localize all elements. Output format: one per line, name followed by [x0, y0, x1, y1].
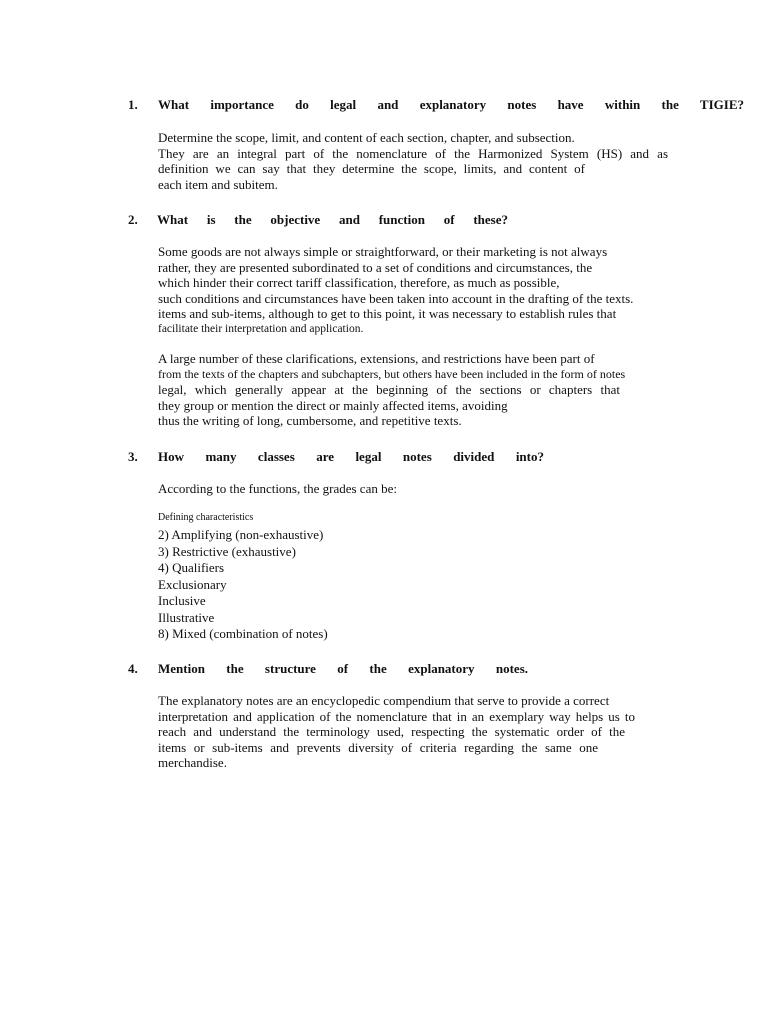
question-text: How many classes are legal notes divided into? [158, 449, 544, 464]
question-number: 2. [128, 212, 138, 227]
answer-line: items and sub-items, although to get to this point, it was necessary to establish rules that [158, 306, 617, 321]
question-1-answer [158, 130, 668, 192]
answer-line: each item and subitem. [158, 176, 278, 192]
answer-line: According to the functions, the grades can be: [158, 481, 397, 496]
answer-line: Determine the scope, limit, and content of each section, chapter, and subsection. [158, 130, 575, 145]
list-item: 3) Restrictive (exhaustive) [158, 543, 296, 559]
list-item: Exclusionary [158, 576, 227, 592]
answer-line: rather, they are presented subordinated to a set of conditions and circumstances, the [158, 259, 593, 275]
answer-line: definition we can say that they determine the scope, limits, and content of [158, 161, 585, 176]
question-text: What importance do legal and explanatory notes have within the TIGIE? [158, 97, 744, 112]
question-number: 3. [128, 449, 138, 464]
question-3-heading [128, 448, 744, 466]
list-item: 2) Amplifying (non-exhaustive) [158, 527, 324, 542]
question-3-intro [158, 481, 397, 497]
answer-line: facilitate their interpretation and application. [158, 322, 364, 335]
question-1-heading [128, 96, 744, 114]
question-4-answer [158, 693, 650, 771]
answer-line: They are an integral part of the nomenclature of the Harmonized System (HS) and as [158, 145, 668, 161]
question-number: 1. [128, 97, 138, 112]
question-text: Mention the structure of the explanatory notes. [158, 661, 528, 676]
answer-line: interpretation and application of the nomenclature that in an exemplary way helps us to [158, 708, 635, 724]
list-item: Illustrative [158, 609, 215, 625]
answer-line: thus the writing of long, cumbersome, and repetitive texts. [158, 413, 462, 428]
answer-line: The explanatory notes are an encyclopedic compendium that serve to provide a correct [158, 693, 610, 708]
list-item: 8) Mixed (combination of notes) [158, 626, 328, 641]
answer-line: such conditions and circumstances have been taken into account in the drafting of the texts. [158, 290, 634, 306]
small-heading: Defining characteristics [158, 512, 254, 523]
question-number: 4. [128, 661, 138, 676]
question-text: What is the objective and function of these? [157, 212, 508, 227]
answer-line: A large number of these clarifications, extensions, and restrictions have been part of [158, 351, 595, 366]
answer-line: from the texts of the chapters and subchapters, but others have been included in the form of notes [158, 366, 626, 381]
question-2-paragraph-2 [158, 351, 625, 429]
list-item: Inclusive [158, 593, 206, 608]
answer-line: which hinder their correct tariff classification, therefore, as much as possible, [158, 275, 560, 290]
answer-line: merchandise. [158, 755, 227, 770]
question-3-small-heading [158, 510, 253, 526]
legal-note-classes-list [158, 527, 328, 643]
list-item: 4) Qualifiers [158, 560, 225, 575]
question-2-paragraph-1 [158, 244, 633, 337]
answer-line: Some goods are not always simple or straightforward, or their marketing is not always [158, 244, 608, 259]
answer-line: items or sub-items and prevents diversity of criteria regarding the same one [158, 739, 598, 755]
question-4-heading [128, 660, 744, 678]
answer-line: legal, which generally appear at the beginning of the sections or chapters that [158, 382, 620, 397]
answer-line: they group or mention the direct or mainly affected items, avoiding [158, 397, 508, 413]
question-2-heading [128, 211, 744, 229]
answer-line: reach and understand the terminology used, respecting the systematic order of the [158, 724, 625, 739]
